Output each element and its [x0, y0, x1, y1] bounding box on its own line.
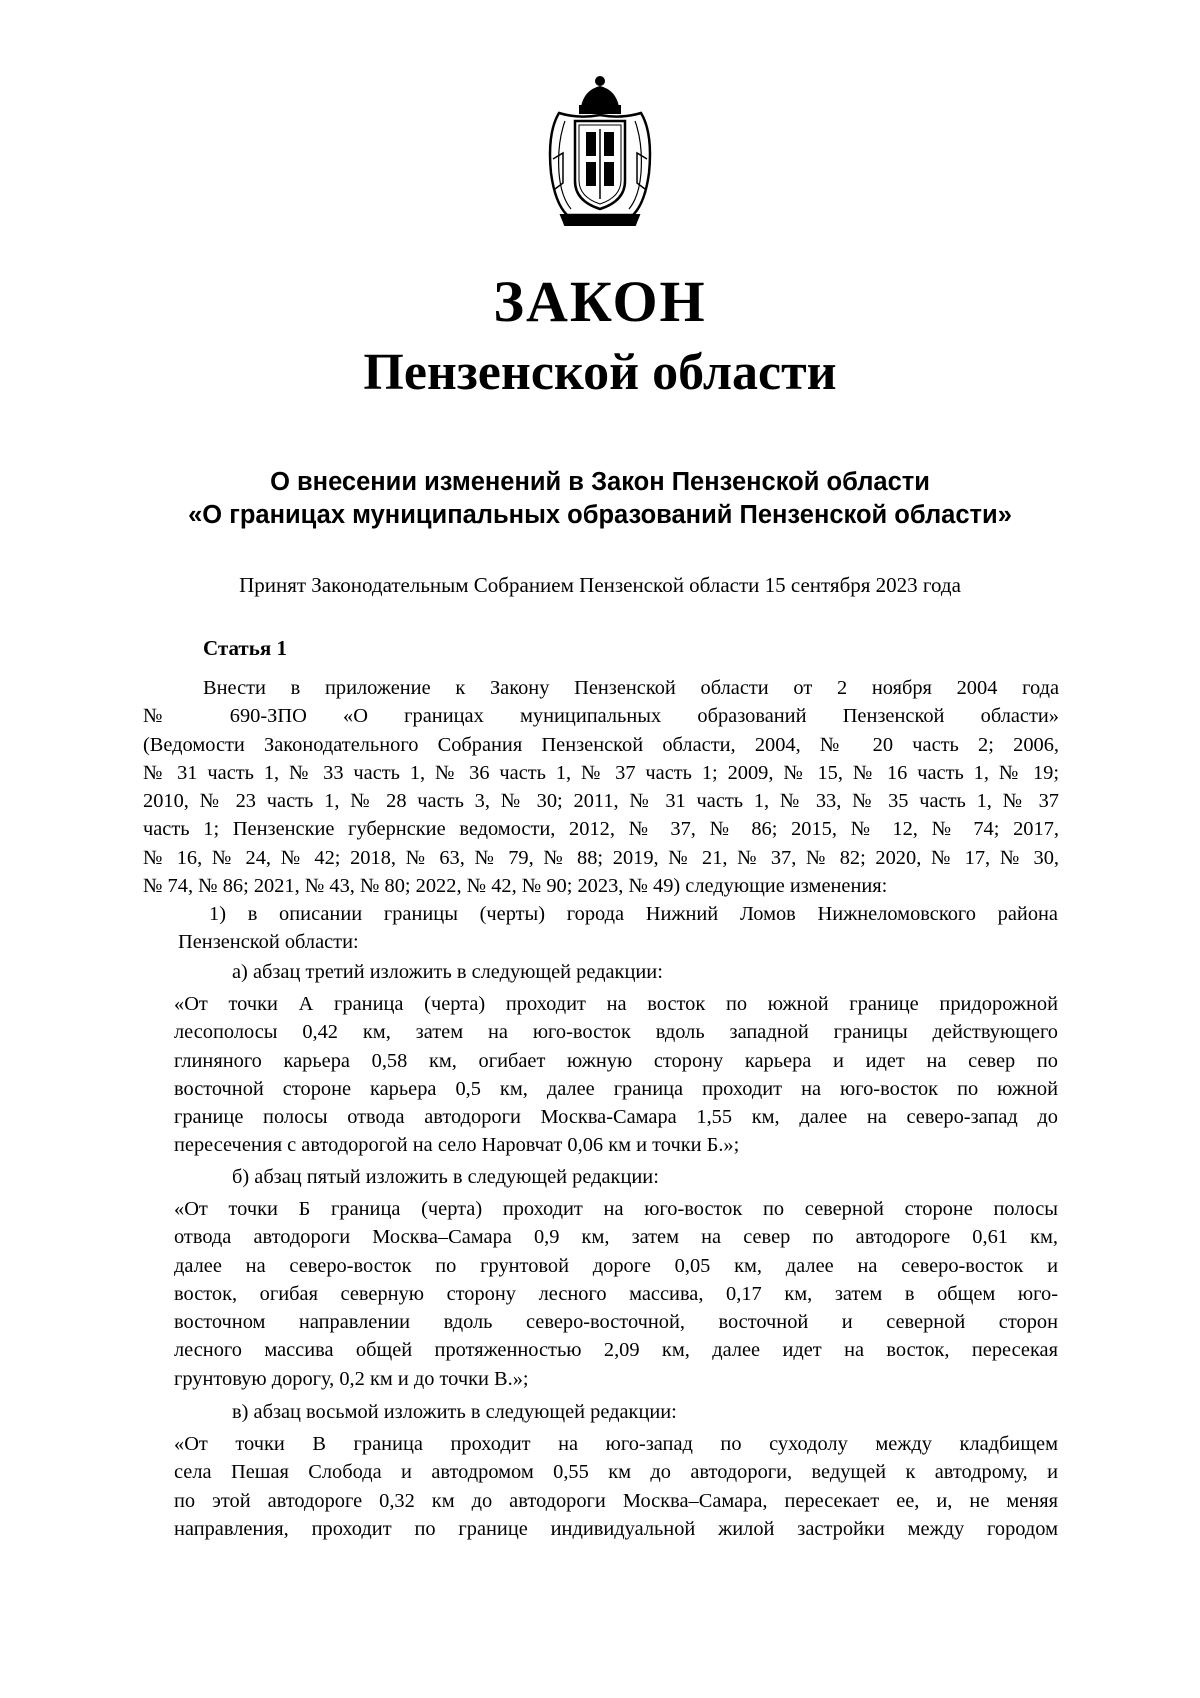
text-line: лесополосы 0,42 км, затем на юго-восток вдоль западной границы действующего [174, 1021, 1058, 1044]
article-title: Статья 1 [203, 636, 287, 660]
quote-c [174, 1430, 1058, 1543]
article-intro [143, 674, 1059, 900]
text-line: «От точки А граница (черта) проходит на восток по южной границе придорожной [174, 993, 1058, 1015]
text-line: 2010, № 23 часть 1, № 28 часть 3, № 30; 2011, № 31 часть 1, № 33, № 35 часть 1, № 37 [143, 790, 1059, 813]
text-line: лесного массива общей протяженностью 2,09 км, далее идет на восток, пересекая [174, 1339, 1058, 1362]
subitem-a: а) абзац третий изложить в следующей редакции: [232, 961, 663, 983]
text-line: № 16, № 24, № 42; 2018, № 63, № 79, № 88; 2019, № 21, № 37, № 82; 2020, № 17, № 30, [143, 846, 1059, 869]
document-title: ЗАКОН [493, 269, 707, 334]
text-line: направления, проходит по границе индивидуальной жилой застройки между городом [174, 1517, 1058, 1540]
text-line: 1) в описании границы (черты) города Нижний Ломов Нижнеломовского района [209, 903, 1058, 925]
law-heading-line: О внесении изменений в Закон Пензенской области [270, 468, 930, 496]
item-1 [178, 900, 1058, 957]
text-line: восточной стороне карьера 0,5 км, далее граница проходит на юго-восток по южной [174, 1077, 1058, 1100]
text-line: села Пешая Слобода и автодромом 0,55 км до автодороги, ведущей к автодрому, и [174, 1461, 1058, 1484]
text-line: № 690-ЗПО «О границах муниципальных образований Пензенской области» [143, 705, 1059, 728]
text-line: Внести в приложение к Закону Пензенской области от 2 ноября 2004 года [203, 677, 1059, 699]
law-heading [0, 466, 1200, 532]
subitem-c: в) абзац восьмой изложить в следующей редакции: [232, 1401, 677, 1423]
text-line: грунтовую дорогу, 0,2 км и до точки В.»; [174, 1367, 529, 1390]
adoption-note: Принят Законодательным Собранием Пензенской области 15 сентября 2023 года [239, 573, 961, 597]
text-line: пересечения с автодорогой на село Наровчат 0,06 км и точки Б.»; [174, 1134, 740, 1157]
text-line: отвода автодороги Москва–Самара 0,9 км, затем на север по автодороге 0,61 км, [174, 1226, 1058, 1249]
text-line: восток, огибая северную сторону лесного массива, 0,17 км, затем в общем юго- [174, 1282, 1058, 1305]
text-line: «От точки В граница проходит на юго-запад по суходолу между кладбищем [174, 1433, 1058, 1455]
coat-of-arms-icon [537, 73, 663, 233]
text-line: границе полосы отвода автодороги Москва-Самара 1,55 км, далее на северо-запад до [174, 1106, 1058, 1129]
subitem-b: б) абзац пятый изложить в следующей редакции: [232, 1166, 659, 1188]
text-line: далее на северо-восток по грунтовой дороге 0,05 км, далее на северо-восток и [174, 1254, 1058, 1277]
quote-a [174, 990, 1058, 1160]
law-heading-line: «О границах муниципальных образований Пензенской области» [188, 501, 1012, 529]
quote-b [174, 1195, 1058, 1393]
text-line: Пензенской области: [178, 931, 359, 954]
text-line: № 31 часть 1, № 33 часть 1, № 36 часть 1, № 37 часть 1; 2009, № 15, № 16 часть 1, № 19; [143, 761, 1059, 784]
text-line: «От точки Б граница (черта) проходит на юго-восток по северной стороне полосы [174, 1198, 1058, 1220]
text-line: глиняного карьера 0,58 км, огибает южную сторону карьера и идет на север по [174, 1049, 1058, 1072]
text-line: (Ведомости Законодательного Собрания Пензенской области, 2004, № 20 часть 2; 2006, [143, 733, 1059, 756]
text-line: часть 1; Пензенские губернские ведомости, 2012, № 37, № 86; 2015, № 12, № 74; 2017, [143, 818, 1059, 841]
text-line: восточном направлении вдоль северо-восточной, восточной и северной сторон [174, 1311, 1058, 1334]
text-line: по этой автодороге 0,32 км до автодороги Москва–Самара, пересекает ее, и, не меняя [174, 1489, 1058, 1512]
document-subtitle: Пензенской области [363, 344, 837, 401]
text-line: № 74, № 86; 2021, № 43, № 80; 2022, № 42, № 90; 2023, № 49) следующие изменения: [143, 875, 888, 898]
